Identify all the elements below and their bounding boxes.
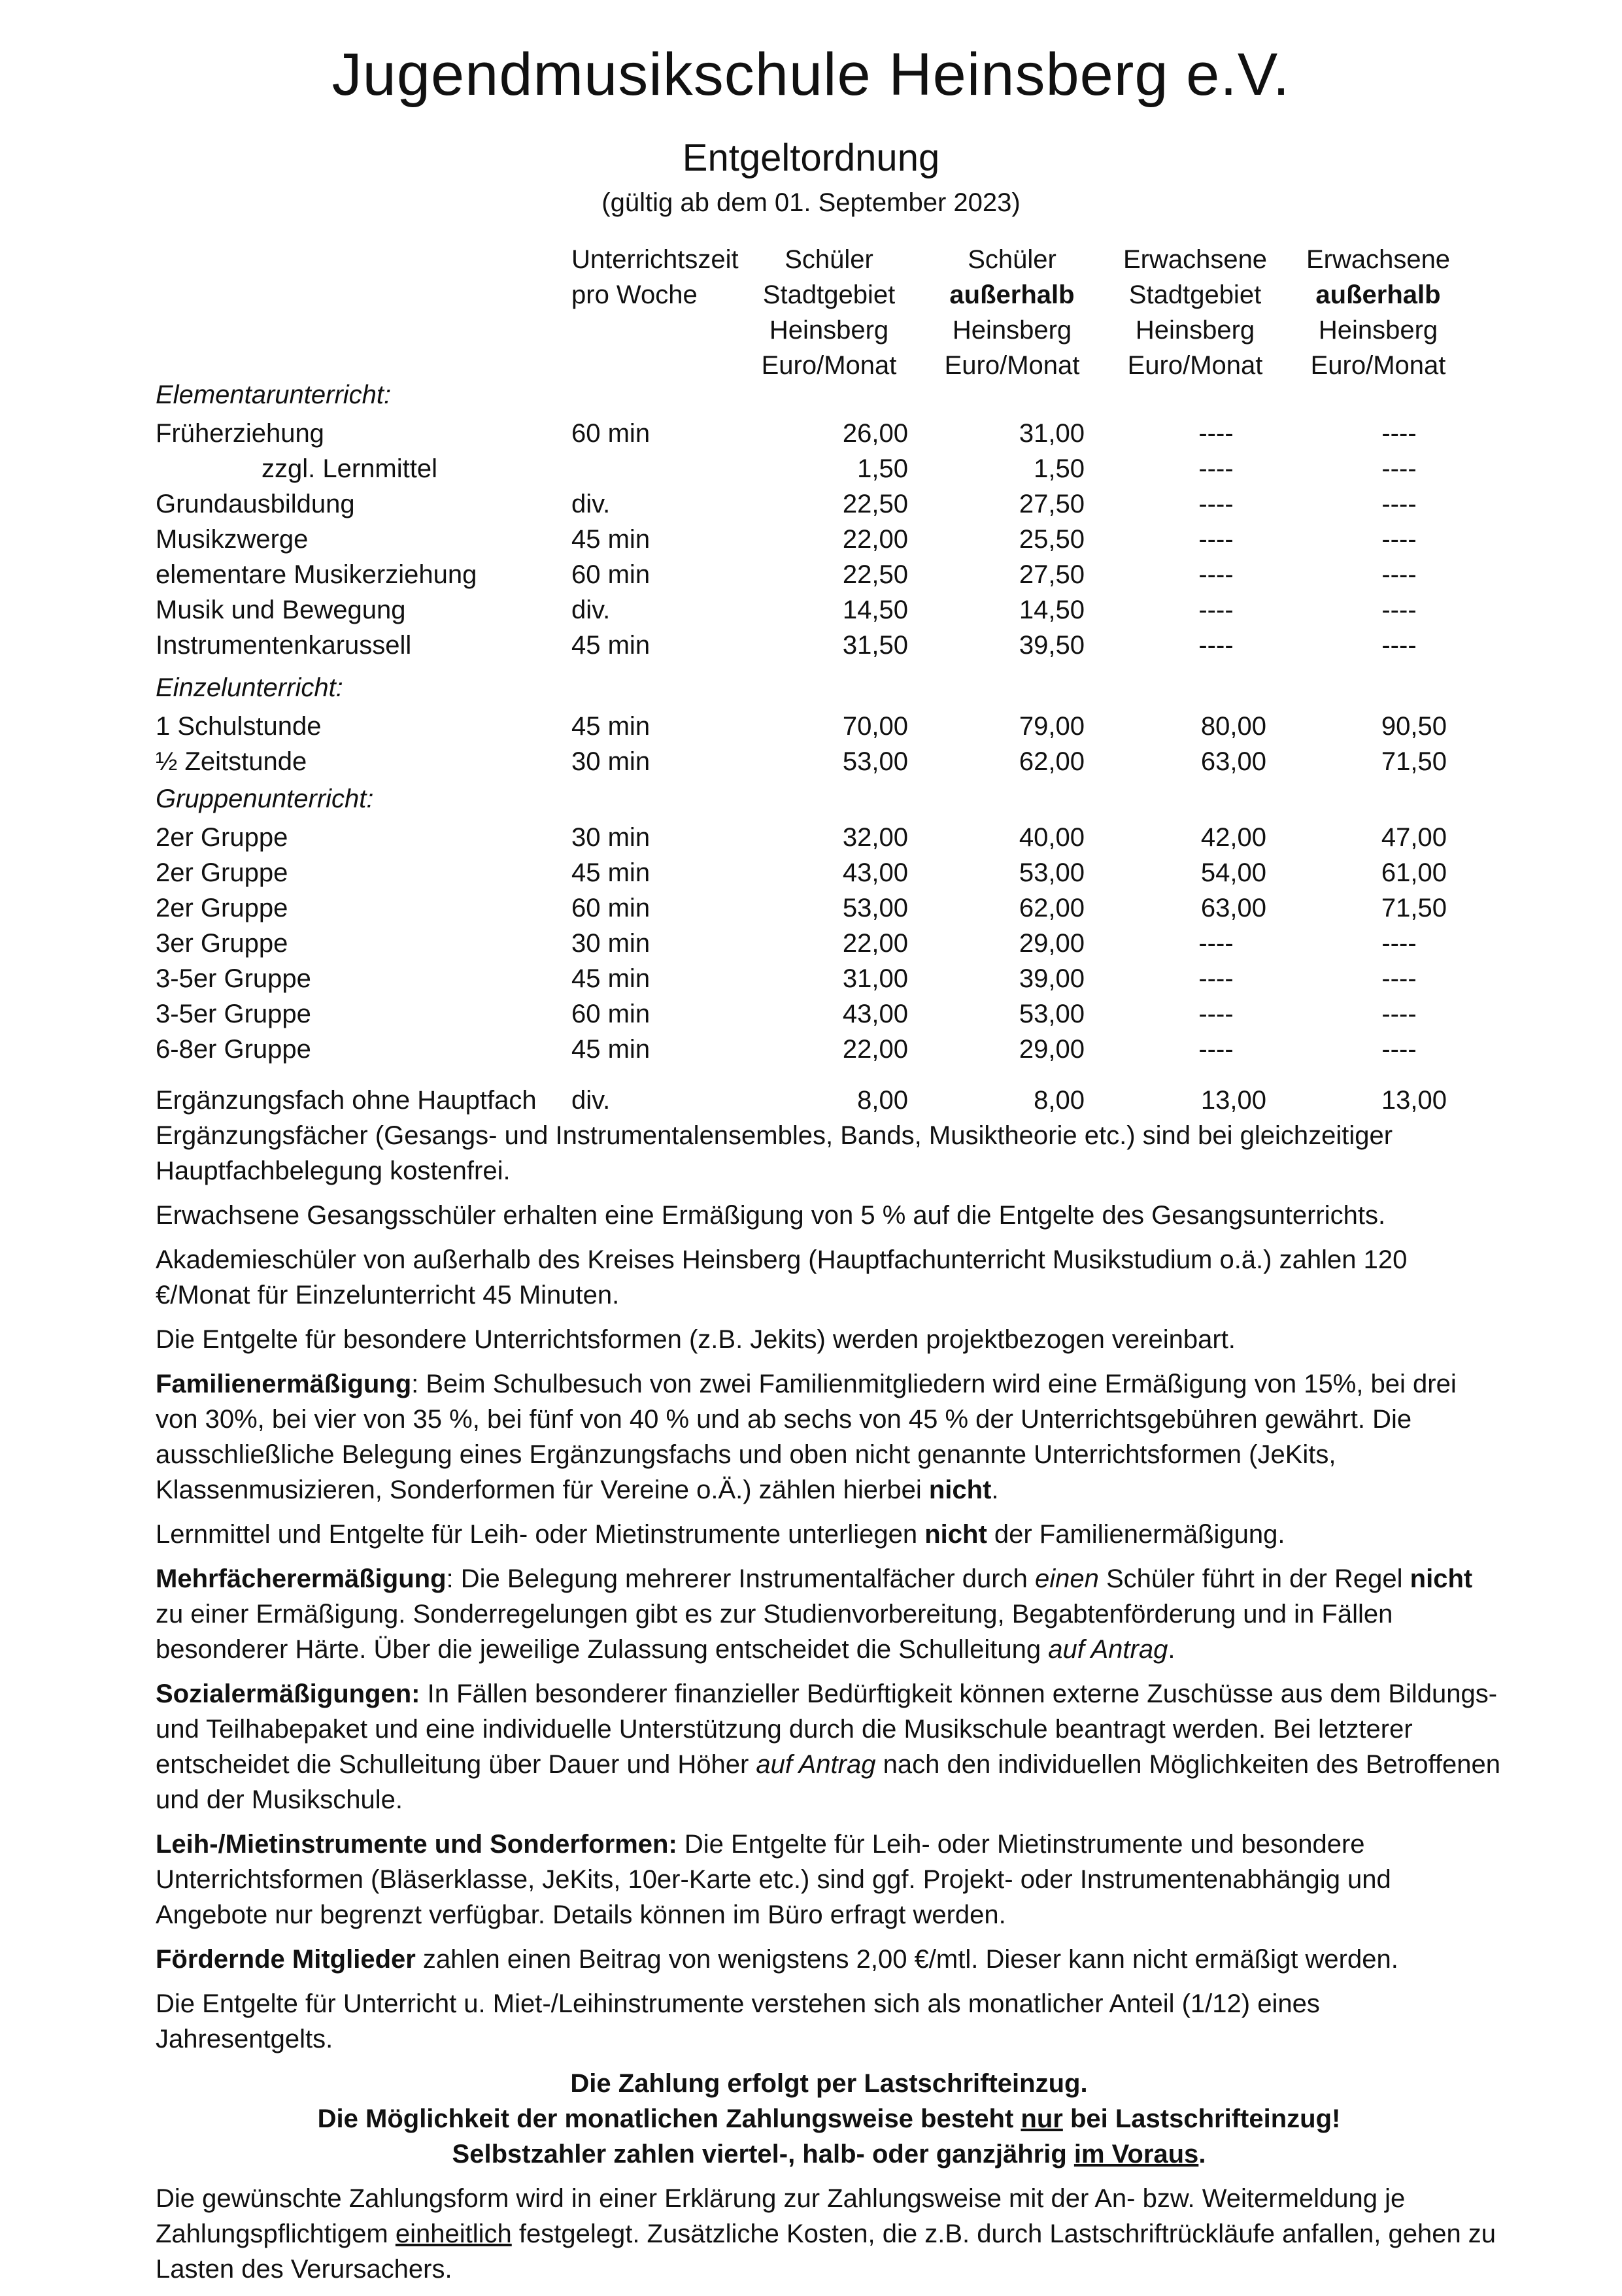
notes-section bbox=[156, 1118, 1502, 2296]
table-row: 6-8er Gruppe 45 min 22,00 29,00 ---- ---- bbox=[156, 1035, 1417, 1064]
column-header-schueler-ausserhalb: Schüler außerhalb Heinsberg Euro/Monat bbox=[944, 245, 1080, 380]
table-row: Musik und Bewegung div. 14,50 14,50 ---- ---- bbox=[156, 596, 1417, 624]
table-row: Instrumentenkarussell 45 min 31,50 39,50 ---- ---- bbox=[156, 631, 1417, 660]
note-leihinstrumente: Leih-/Mietinstrumente und Sonderformen: Die Entgelte für Leih- oder Mietinstrumente und besondere Unterrichtsformen (Bläserklasse, JeKits, 10er-Karte etc.) sind ggf. Projekt- oder Instrumentenabhängig und Angebote nur begrenzt verfügbar. Details können im Büro erfragt werden. bbox=[156, 1830, 1391, 1929]
note-jahresentgelt: Die Entgelte für Unterricht u. Miet-/Leihinstrumente verstehen sich als monatlicher Anteil (1/12) eines Jahresentgelts. bbox=[156, 1989, 1320, 2053]
note-familienermaessigung: Familienermäßigung: Beim Schulbesuch von zwei Familienmitgliedern wird eine Ermäßigung von 15%, bei drei von 30%, bei vier von 35 %, bei fünf von 40 % und ab sechs von 45 % der Unterrichtsgebühren gewährt. Die ausschließliche Belegung eines Ergänzungsfachs und oben nicht genannte Unterrichtsformen (JeKits, Klassenmusizieren, Sonderformen für Vereine o.Ä.) zählen hierbei nicht. bbox=[156, 1370, 1457, 1504]
note-gesang: Erwachsene Gesangsschüler erhalten eine Ermäßigung von 5 % auf die Entgelte des Gesangsunterrichts. bbox=[156, 1201, 1386, 1230]
note-foerdernde-mitglieder: Fördernde Mitglieder zahlen einen Beitrag von wenigstens 2,00 €/mtl. Dieser kann nicht ermäßigt werden. bbox=[156, 1945, 1398, 1974]
payment-notice: Die Zahlung erfolgt per Lastschrifteinzug. Die Möglichkeit der monatlichen Zahlungsweise besteht nur bei Lastschrifteinzug! Selbstzahler zahlen viertel-, halb- oder ganzjährig im Voraus. bbox=[317, 2069, 1341, 2169]
table-row: 3-5er Gruppe 60 min 43,00 53,00 ---- ---- bbox=[156, 1000, 1417, 1028]
table-row: elementare Musikerziehung 60 min 22,50 27,50 ---- ---- bbox=[156, 560, 1417, 589]
note-besondere-formen: Die Entgelte für besondere Unterrichtsformen (z.B. Jekits) werden projektbezogen vereinbart. bbox=[156, 1325, 1236, 1354]
table-row: Musikzwerge 45 min 22,00 25,50 ---- ---- bbox=[156, 525, 1417, 554]
section-heading-einzel: Einzelunterricht: bbox=[156, 673, 343, 702]
note-ergaenzungsfaecher: Ergänzungsfächer (Gesangs- und Instrumentalensembles, Bands, Musiktheorie etc.) sind bei gleichzeitiger Hauptfachbelegung kostenfrei. bbox=[156, 1121, 1393, 1185]
table-row: Ergänzungsfach ohne Hauptfach div. 8,00 8,00 13,00 13,00 bbox=[156, 1086, 1447, 1115]
document-title: Jugendmusikschule Heinsberg e.V. bbox=[331, 41, 1291, 108]
note-sozial: Sozialermäßigungen: In Fällen besonderer finanzieller Bedürftigkeit können externe Zuschüsse aus dem Bildungs- und Teilhabepaket und eine individuelle Unterstützung durch die Musikschule beantragt werden. Bei letzterer entscheidet die Schulleitung über Dauer und Höher auf Antrag nach den individuellen Möglichkeiten des Betroffenen und der Musikschule. bbox=[156, 1680, 1500, 1814]
note-akademie: Akademieschüler von außerhalb des Kreises Heinsberg (Hauptfachunterricht Musikstudium o.ä.) zahlen 120 €/Monat für Einzelunterricht 45 Minuten. bbox=[156, 1245, 1408, 1309]
validity-date: (gültig ab dem 01. September 2023) bbox=[601, 188, 1021, 217]
table-row: Früherziehung 60 min 26,00 31,00 ---- ---- bbox=[156, 419, 1417, 448]
table-row: 1 Schulstunde 45 min 70,00 79,00 80,00 90,50 bbox=[156, 712, 1447, 741]
column-header-erwachsene-stadt: Erwachsene Stadtgebiet Heinsberg Euro/Monat bbox=[1123, 245, 1268, 380]
table-row: ½ Zeitstunde 30 min 53,00 62,00 63,00 71,50 bbox=[156, 747, 1447, 776]
table-row: 2er Gruppe 45 min 43,00 53,00 54,00 61,00 bbox=[156, 858, 1447, 887]
table-row: 2er Gruppe 30 min 32,00 40,00 42,00 47,00 bbox=[156, 823, 1447, 852]
table-row: 2er Gruppe 60 min 53,00 62,00 63,00 71,50 bbox=[156, 894, 1447, 922]
table-row: 3er Gruppe 30 min 22,00 29,00 ---- ---- bbox=[156, 929, 1417, 958]
document-subtitle: Entgeltordnung bbox=[682, 137, 940, 179]
table-row: Grundausbildung div. 22,50 27,50 ---- ---- bbox=[156, 490, 1417, 518]
table-row: 3-5er Gruppe 45 min 31,00 39,00 ---- ---- bbox=[156, 964, 1417, 993]
note-lernmittel: Lernmittel und Entgelte für Leih- oder Mietinstrumente unterliegen nicht der Familienermäßigung. bbox=[156, 1520, 1285, 1549]
column-header-erwachsene-ausserhalb: Erwachsene außerhalb Heinsberg Euro/Monat bbox=[1306, 245, 1451, 380]
section-heading-elementar: Elementarunterricht: bbox=[156, 380, 392, 409]
column-header-schueler-stadt: Schüler Stadtgebiet Heinsberg Euro/Monat bbox=[761, 245, 897, 380]
section-heading-gruppen: Gruppenunterricht: bbox=[156, 785, 374, 813]
column-header-time: Unterrichtszeit pro Woche bbox=[571, 245, 739, 309]
note-zahlungsform: Die gewünschte Zahlungsform wird in einer Erklärung zur Zahlungsweise mit der An- bzw. Weitermeldung je Zahlungspflichtigem einheitlich festgelegt. Zusätzliche Kosten, die z.B. durch Lastschriftrückläufe anfallen, gehen zu Lasten des Verursachers. bbox=[156, 2184, 1496, 2284]
table-row: zzgl. Lernmittel 1,50 1,50 ---- ---- bbox=[262, 454, 1417, 483]
note-mehrfaecher: Mehrfächerermäßigung: Die Belegung mehrerer Instrumentalfächer durch einen Schüler führt in der Regel nicht zu einer Ermäßigung. Sonderregelungen gibt es zur Studienvorbereitung, Begabtenförderung und in Fällen besonderer Härte. Über die jeweilige Zulassung entscheidet die Schulleitung auf Antrag. bbox=[156, 1564, 1473, 1664]
